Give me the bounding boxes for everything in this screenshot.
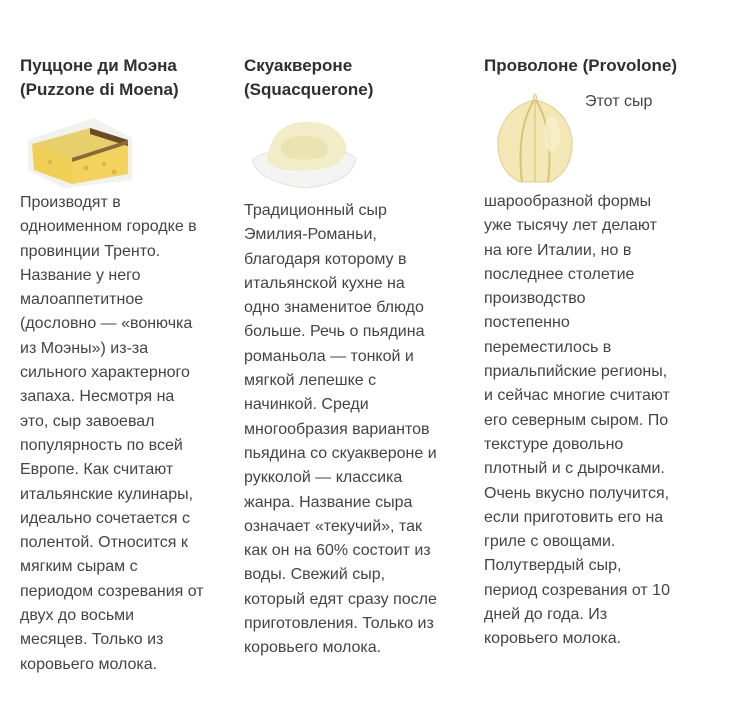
description-line: коровьего молока. <box>20 655 158 673</box>
puzzone-cheese-image <box>24 110 136 190</box>
description-line: Европе. Как считают <box>20 461 174 479</box>
description-line: текстуре довольно <box>484 435 624 453</box>
description-line: приальпийские регионы, <box>484 363 668 381</box>
description-line: уже тысячу лет делают <box>484 217 657 235</box>
description-line: одноименном городке в <box>20 218 197 236</box>
description-line: рукколой — классика <box>244 469 403 487</box>
cheese-title-line1: Пуццоне ди Моэна <box>20 56 177 75</box>
description-line: это, сыр завоевал <box>20 412 155 430</box>
cheese-title-line2: (Puzzone di Moena) <box>20 80 179 99</box>
description-line: постепенно <box>484 314 570 332</box>
description-line: мягким сырам с <box>20 558 138 576</box>
description-line: коровьего молока. <box>244 639 382 657</box>
cheese-title: Проволоне (Provolone) <box>484 56 678 75</box>
description-line: двух до восьми <box>20 607 135 625</box>
cheese-description <box>20 191 245 677</box>
description-line: пьядина со скуаквероне и <box>244 444 437 462</box>
description-line: популярность по всей <box>20 436 183 454</box>
description-line: итальянской кухне на <box>244 274 405 292</box>
description-line: воды. Свежий сыр, <box>244 566 386 584</box>
description-line: означает «текучий», так <box>244 517 422 535</box>
description-line: если приготовить его на <box>484 508 664 526</box>
description-line: дней до года. Из <box>484 606 608 624</box>
description-line: Производят в <box>20 194 121 211</box>
description-line: и сейчас многие считают <box>484 387 670 405</box>
cheese-title-line1: Скуаквероне <box>244 56 353 75</box>
cheese-title-line2: (Squacquerone) <box>244 80 374 99</box>
cheese-column-squacquerone <box>244 54 479 102</box>
cheese-column-puzzone <box>20 54 245 102</box>
description-line: коровьего молока. <box>484 630 622 648</box>
cheese-title <box>244 54 479 102</box>
description-line: производство <box>484 290 586 308</box>
description-line: как он на 60% состоит из <box>244 542 431 560</box>
cheese-description-lead: Этот сыр <box>585 93 653 110</box>
cheese-description-provolone <box>484 190 724 652</box>
description-line: мягкой лепешке с <box>244 372 377 390</box>
description-line: запаха. Несмотря на <box>20 388 175 406</box>
cheese-description <box>244 199 484 661</box>
description-line: переместилось в <box>484 338 612 356</box>
description-line: который едят сразу после <box>244 590 437 608</box>
description-line: плотный и с дырочками. <box>484 460 665 478</box>
description-line: месяцев. Только из <box>20 631 164 649</box>
description-line: начинкой. Среди <box>244 396 369 414</box>
description-line: благодаря которому в <box>244 250 407 268</box>
squacquerone-cheese-image <box>248 114 360 194</box>
cheese-description-puzzone <box>20 191 245 677</box>
description-line: Очень вкусно получится, <box>484 484 670 502</box>
cheese-title <box>20 54 245 102</box>
cheese-description <box>484 190 724 652</box>
cheese-description-squacquerone <box>244 199 484 661</box>
description-line: (дословно — «вонючка <box>20 315 193 333</box>
description-line: периодом созревания от <box>20 582 204 600</box>
description-line: одно знаменитое блюдо <box>244 299 424 317</box>
description-line: на юге Италии, но в <box>484 241 632 259</box>
description-line: его северным сыром. По <box>484 411 669 429</box>
description-line: романьола — тонкой и <box>244 347 414 365</box>
description-line: Название у него <box>20 266 141 284</box>
description-line: приготовления. Только из <box>244 615 434 633</box>
description-line: последнее столетие <box>484 265 635 283</box>
description-line: жанра. Название сыра <box>244 493 413 511</box>
description-line: малоаппетитное <box>20 291 144 309</box>
description-line: гриле с овощами. <box>484 533 616 551</box>
description-line: полентой. Относится к <box>20 534 188 552</box>
description-line: Полутвердый сыр, <box>484 557 622 575</box>
description-line: Традиционный сыр <box>244 202 387 219</box>
description-line: период созревания от 10 <box>484 581 670 599</box>
description-line: итальянские кулинары, <box>20 485 194 503</box>
description-line: многообразия вариантов <box>244 420 430 438</box>
description-line: больше. Речь о пьядина <box>244 323 425 341</box>
description-line: шарообразной формы <box>484 193 652 210</box>
description-line: провинции Тренто. <box>20 242 161 260</box>
description-line: идеально сочетается с <box>20 509 191 527</box>
provolone-cheese-image <box>494 90 576 186</box>
description-line: Эмилия-Романьи, <box>244 226 377 244</box>
description-line: из Моэны») из-за <box>20 339 149 357</box>
description-line: сильного характерного <box>20 364 190 382</box>
cheese-column-provolone <box>484 54 724 78</box>
